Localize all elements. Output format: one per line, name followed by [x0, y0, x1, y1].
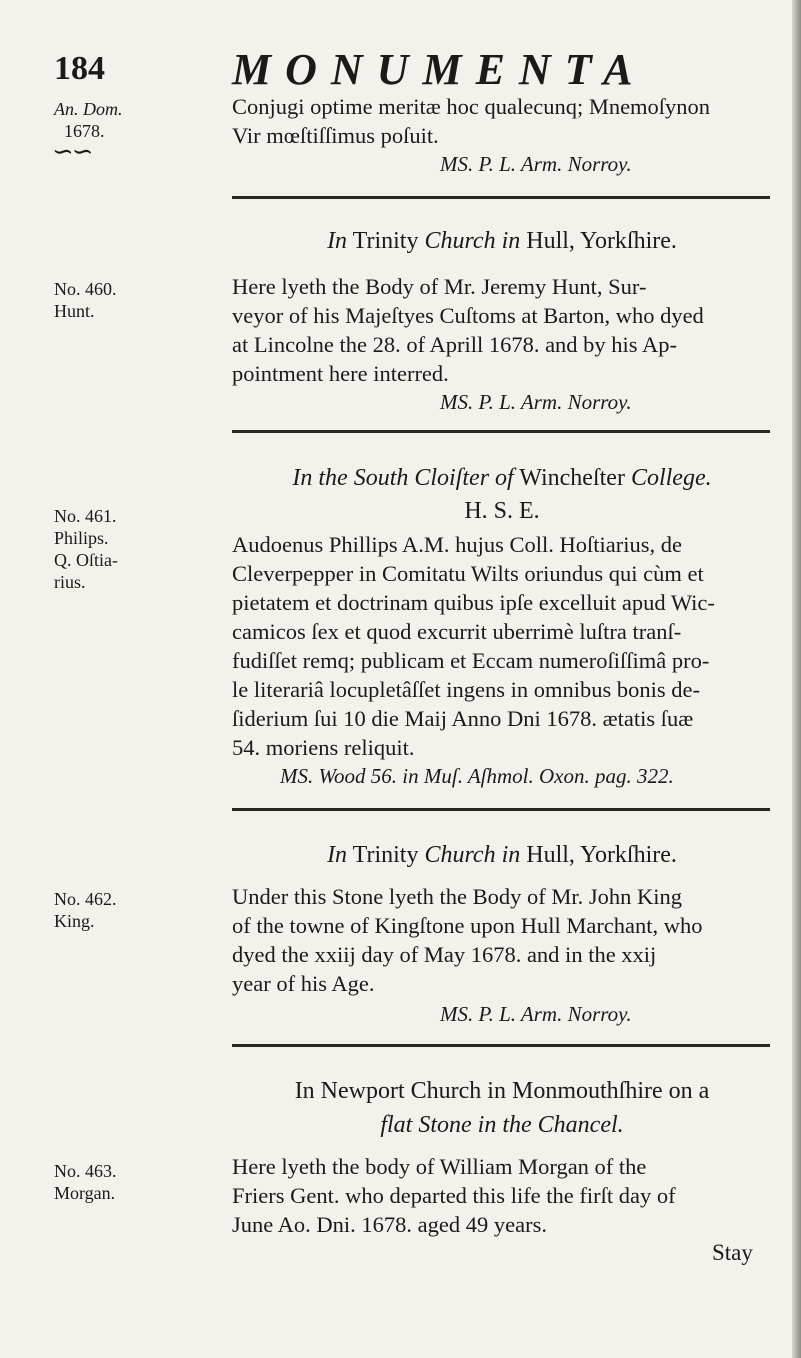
- margin-note: [54, 505, 118, 593]
- text-line: June Ao. Dni. 1678. aged 49 years.: [232, 1212, 547, 1237]
- source-reference: MS. Wood 56. in Muſ. Aſhmol. Oxon. pag. 322.: [280, 764, 674, 788]
- entry-text: [232, 882, 772, 998]
- text-line: ſiderium ſui 10 die Maij Anno Dni 1678. ætatis ſuæ: [232, 706, 694, 731]
- text-line: Here lyeth the Body of Mr. Jeremy Hunt, Sur-: [232, 274, 647, 299]
- section-rule: [232, 196, 770, 199]
- margin-office: Q. Oſtia-: [54, 550, 118, 570]
- text-line: pointment here interred.: [232, 361, 449, 386]
- source-reference: MS. P. L. Arm. Norroy.: [440, 390, 632, 414]
- entry-surname: Morgan.: [54, 1183, 116, 1203]
- heading-italic: In the South Cloiſter of: [292, 465, 514, 491]
- text-line: year of his Age.: [232, 971, 375, 996]
- subheading: H. S. E.: [464, 498, 540, 524]
- heading-italic: In: [327, 842, 348, 868]
- source-reference: MS. P. L. Arm. Norroy.: [440, 1002, 632, 1026]
- text-line: le literariâ locupletâſſet ingens in omnibus bonis de-: [232, 677, 701, 702]
- entry-surname: Philips.: [54, 528, 109, 548]
- text-line: Here lyeth the body of William Morgan of the: [232, 1154, 647, 1179]
- section-heading: In Newport Church in Monmouthſhire on a: [294, 1078, 710, 1104]
- heading-text: Trinity: [352, 842, 419, 868]
- text-line: veyor of his Majeſtyes Cuſtoms at Barton, who dyed: [232, 303, 704, 328]
- entry-number: No. 461.: [54, 506, 117, 526]
- margin-note: [54, 1160, 117, 1204]
- running-title: MONUMENTA: [232, 45, 647, 94]
- heading-italic: Church in: [424, 228, 521, 254]
- section-heading: [232, 465, 772, 492]
- entry-text: [232, 530, 772, 762]
- entry-text: [232, 1152, 772, 1239]
- entry-number: No. 460.: [54, 279, 117, 299]
- section-heading: [232, 228, 772, 255]
- section-heading-line2: flat Stone in the Chancel.: [380, 1112, 624, 1138]
- margin-label: An. Dom.: [54, 99, 123, 119]
- entry-number: No. 462.: [54, 889, 117, 909]
- section-heading: [232, 842, 772, 869]
- text-line: pietatem et doctrinam quibus ipſe excelluit apud Wic-: [232, 590, 715, 615]
- entry-text: [232, 92, 772, 150]
- heading-italic: College.: [630, 465, 712, 491]
- text-line: Audoenus Phillips A.M. hujus Coll. Hoſtiarius, de: [232, 532, 683, 557]
- ornament-flourish: ∽∽: [52, 137, 92, 166]
- section-rule: [232, 808, 770, 811]
- text-line: 54. moriens reliquit.: [232, 735, 415, 760]
- heading-text: Hull, Yorkſhire.: [526, 842, 677, 868]
- margin-year: 1678.: [64, 121, 105, 141]
- page-number: 184: [54, 50, 105, 87]
- source-reference: MS. P. L. Arm. Norroy.: [440, 152, 632, 176]
- text-line: at Lincolne the 28. of Aprill 1678. and by his Ap-: [232, 332, 677, 357]
- heading-text: Trinity: [352, 228, 419, 254]
- heading-italic: In: [327, 228, 348, 254]
- page-edge: [792, 0, 801, 1358]
- entry-text: [232, 272, 772, 388]
- section-rule: [232, 1044, 770, 1047]
- heading-text: Hull, Yorkſhire.: [526, 228, 677, 254]
- text-line: Cleverpepper in Comitatu Wilts oriundus qui cùm et: [232, 561, 704, 586]
- text-line: Vir mœſtiſſimus poſuit.: [232, 123, 439, 148]
- heading-text: Wincheſter: [519, 465, 625, 491]
- catchword: Stay: [712, 1240, 753, 1265]
- entry-number: No. 463.: [54, 1161, 117, 1181]
- section-rule: [232, 430, 770, 433]
- margin-office: rius.: [54, 572, 86, 592]
- text-line: fudiſſet remq; publicam et Eccam numeroſiſſimâ pro-: [232, 648, 710, 673]
- margin-note-year: [54, 98, 123, 142]
- text-line: dyed the xxiij day of May 1678. and in the xxij: [232, 942, 657, 967]
- text-line: of the towne of Kingſtone upon Hull Marchant, who: [232, 913, 703, 938]
- text-line: Conjugi optime meritæ hoc qualecunq; Mnemoſynon: [232, 94, 711, 119]
- margin-note: [54, 888, 117, 932]
- heading-italic: Church in: [424, 842, 521, 868]
- margin-note: [54, 278, 117, 322]
- text-line: Under this Stone lyeth the Body of Mr. John King: [232, 884, 682, 909]
- text-line: Friers Gent. who departed this life the firſt day of: [232, 1183, 676, 1208]
- entry-surname: Hunt.: [54, 301, 95, 321]
- text-line: camicos ſex et quod excurrit uberrimè luſtra tranſ-: [232, 619, 682, 644]
- entry-surname: King.: [54, 911, 95, 931]
